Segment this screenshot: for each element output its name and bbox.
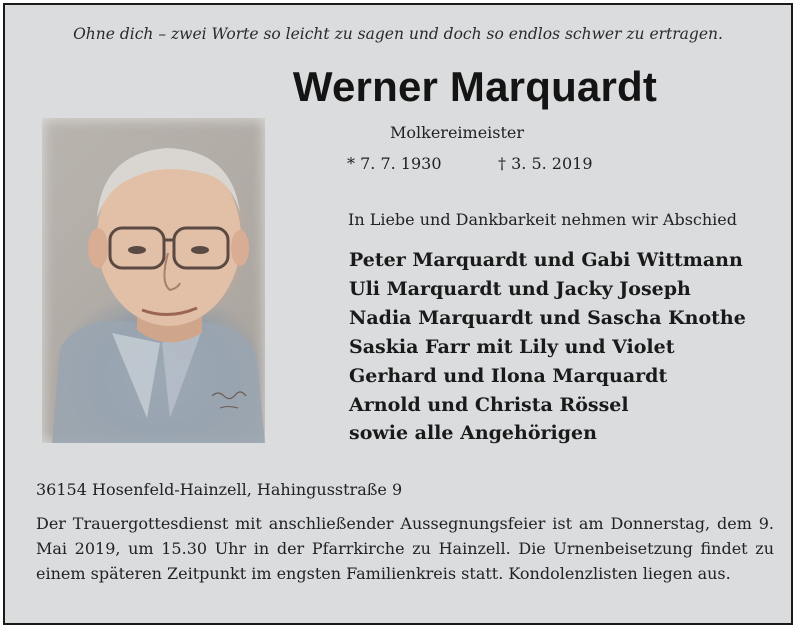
funeral-notice: Der Trauergottesdienst mit anschließender Aussegnungsfeier ist am Donnerstag, dem 9. Mai 2019, um 15.30 Uhr in der Pfarrkirche zu Hainzell. Die Urnenbeisetzung findet zu einem späteren Zeitpunkt im engsten Familienkreis statt. Kondolenzlisten liegen aus. — [36, 514, 774, 583]
deceased-name: Werner Marquardt — [292, 63, 658, 110]
mourner-entry: Nadia Marquardt und Sascha Knothe — [349, 306, 746, 329]
birth-date: * 7. 7. 1930 — [347, 154, 442, 173]
obituary-card — [3, 3, 793, 625]
portrait-photo — [42, 118, 265, 443]
farewell-intro: In Liebe und Dankbarkeit nehmen wir Abschied — [348, 210, 738, 229]
death-date: † 3. 5. 2019 — [498, 154, 593, 173]
family-address: 36154 Hosenfeld-Hainzell, Hahingusstraße 9 — [36, 480, 403, 499]
mourner-entry: Saskia Farr mit Lily und Violet — [349, 335, 675, 358]
mourners-list — [349, 246, 746, 448]
portrait-illustration — [42, 118, 265, 443]
mourner-entry: Arnold und Christa Rössel — [349, 393, 629, 416]
deceased-profession: Molkereimeister — [390, 123, 525, 142]
mourner-entry: Gerhard und Ilona Marquardt — [349, 364, 668, 387]
mourner-entry: Uli Marquardt und Jacky Joseph — [349, 277, 691, 300]
mourner-entry: Peter Marquardt und Gabi Wittmann — [349, 249, 743, 271]
motto-quote: Ohne dich – zwei Worte so leicht zu sagen und doch so endlos schwer zu ertragen. — [73, 25, 723, 43]
mourner-entry: sowie alle Angehörigen — [349, 422, 597, 445]
